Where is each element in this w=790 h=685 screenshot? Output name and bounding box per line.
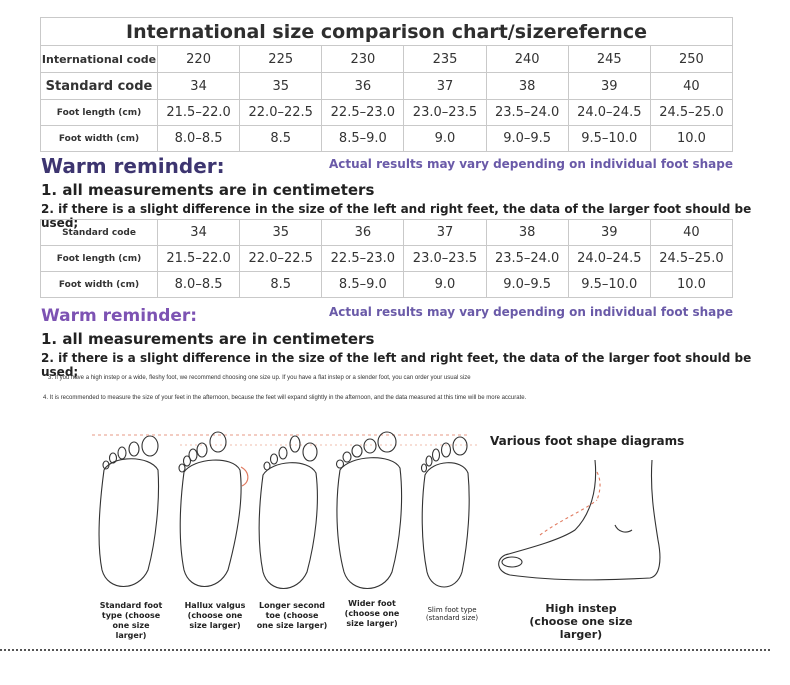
table-row bbox=[41, 246, 733, 272]
table-row bbox=[41, 126, 733, 152]
cell: 35 bbox=[240, 220, 322, 246]
cell: 250 bbox=[650, 46, 732, 73]
cell: 24.0–24.5 bbox=[568, 246, 650, 272]
cell: 8.5 bbox=[240, 272, 322, 298]
cell: 245 bbox=[568, 46, 650, 73]
cell: 8.5–9.0 bbox=[322, 126, 404, 152]
foot-shape-note: Actual results may vary depending on individual foot shape bbox=[329, 157, 733, 171]
cell: 9.0–9.5 bbox=[486, 126, 568, 152]
longer-second-toe-foot-icon bbox=[259, 436, 317, 589]
warm-reminder-heading-2: Warm reminder: bbox=[41, 306, 198, 326]
hallux-valgus-foot-icon bbox=[179, 432, 248, 587]
table-row bbox=[41, 220, 733, 246]
row-label: International code bbox=[41, 46, 158, 73]
cell: 8.0–8.5 bbox=[158, 126, 240, 152]
cell: 23.0–23.5 bbox=[404, 246, 486, 272]
foot-shape-note-2: Actual results may vary depending on individual foot shape bbox=[329, 305, 733, 319]
measurement-note-1: 1. all measurements are in centimeters bbox=[41, 181, 375, 199]
size-chart-table-2 bbox=[40, 219, 733, 298]
cell: 34 bbox=[158, 73, 240, 100]
cell: 230 bbox=[322, 46, 404, 73]
cell: 35 bbox=[240, 73, 322, 100]
cell: 38 bbox=[486, 220, 568, 246]
slim-foot-icon bbox=[422, 437, 470, 587]
caption-slim-foot: Slim foot type (standard size) bbox=[425, 606, 479, 622]
row-label: Foot length (cm) bbox=[41, 100, 158, 126]
cell: 21.5–22.0 bbox=[158, 100, 240, 126]
measurement-note-2b: 2. if there is a slight difference in the size of the left and right feet, the data of the larger foot should be used; bbox=[41, 351, 752, 379]
row-label: Foot width (cm) bbox=[41, 272, 158, 298]
cell: 8.0–8.5 bbox=[158, 272, 240, 298]
measurement-note-2: 2. if there is a slight difference in the size of the left and right feet, the data of the larger foot should be used; bbox=[41, 202, 752, 230]
cell: 38 bbox=[486, 73, 568, 100]
cell: 37 bbox=[404, 73, 486, 100]
cell: 220 bbox=[158, 46, 240, 73]
caption-standard-foot: Standard foot type (choose one size larger) bbox=[99, 601, 163, 640]
cell: 9.0–9.5 bbox=[486, 272, 568, 298]
cell: 40 bbox=[650, 73, 732, 100]
size-chart-title: International size comparison chart/sizerefernce bbox=[41, 18, 733, 46]
table-row bbox=[41, 46, 733, 73]
cell: 225 bbox=[240, 46, 322, 73]
cell: 240 bbox=[486, 46, 568, 73]
cell: 8.5–9.0 bbox=[322, 272, 404, 298]
measurement-note-1b: 1. all measurements are in centimeters bbox=[41, 330, 375, 348]
cell: 9.5–10.0 bbox=[568, 126, 650, 152]
cell: 40 bbox=[650, 220, 732, 246]
cell: 22.5–23.0 bbox=[322, 100, 404, 126]
foot-shape-diagrams-title: Various foot shape diagrams bbox=[490, 434, 685, 448]
wider-foot-icon bbox=[337, 432, 402, 589]
standard-foot-icon bbox=[99, 436, 159, 587]
cell: 9.5–10.0 bbox=[568, 272, 650, 298]
cell: 9.0 bbox=[404, 126, 486, 152]
row-label: Foot width (cm) bbox=[41, 126, 158, 152]
cell: 22.5–23.0 bbox=[322, 246, 404, 272]
foot-shape-diagrams bbox=[0, 420, 790, 620]
cell: 34 bbox=[158, 220, 240, 246]
cell: 24.0–24.5 bbox=[568, 100, 650, 126]
size-chart-table bbox=[40, 17, 733, 152]
caption-hallux-valgus: Hallux valgus (choose one size larger) bbox=[184, 601, 246, 630]
cell: 24.5–25.0 bbox=[650, 100, 732, 126]
high-instep-foot-icon bbox=[499, 460, 660, 580]
bottom-divider bbox=[0, 649, 770, 651]
cell: 8.5 bbox=[240, 126, 322, 152]
row-label: Standard code bbox=[41, 73, 158, 100]
cell: 23.5–24.0 bbox=[486, 100, 568, 126]
cell: 21.5–22.0 bbox=[158, 246, 240, 272]
table-row bbox=[41, 73, 733, 100]
cell: 36 bbox=[322, 73, 404, 100]
row-label: Foot length (cm) bbox=[41, 246, 158, 272]
cell: 24.5–25.0 bbox=[650, 246, 732, 272]
caption-wider-foot: Wider foot (choose one size larger) bbox=[344, 599, 400, 628]
cell: 23.0–23.5 bbox=[404, 100, 486, 126]
cell: 9.0 bbox=[404, 272, 486, 298]
cell: 235 bbox=[404, 46, 486, 73]
row-label: Standard code bbox=[41, 220, 158, 246]
caption-longer-second-toe: Longer second toe (choose one size larger) bbox=[256, 601, 328, 630]
caption-high-instep: High instep (choose one size larger) bbox=[529, 602, 633, 641]
measurement-note-3: 3. If you have a high instep or a wide, fleshy foot, we recommend choosing one size up. If you have a flat instep or a slender foot, you can order your usual size bbox=[48, 375, 471, 381]
cell: 39 bbox=[568, 220, 650, 246]
cell: 39 bbox=[568, 73, 650, 100]
cell: 10.0 bbox=[650, 126, 732, 152]
measurement-note-4: 4. It is recommended to measure the size of your feet in the afternoon, because the feet will expand slightly in the afternoon, and the data measured at this time will be more accurate. bbox=[43, 395, 527, 401]
cell: 36 bbox=[322, 220, 404, 246]
cell: 22.0–22.5 bbox=[240, 246, 322, 272]
cell: 37 bbox=[404, 220, 486, 246]
table-row bbox=[41, 272, 733, 298]
table-row bbox=[41, 100, 733, 126]
cell: 23.5–24.0 bbox=[486, 246, 568, 272]
warm-reminder-heading: Warm reminder: bbox=[41, 154, 225, 178]
cell: 22.0–22.5 bbox=[240, 100, 322, 126]
cell: 10.0 bbox=[650, 272, 732, 298]
